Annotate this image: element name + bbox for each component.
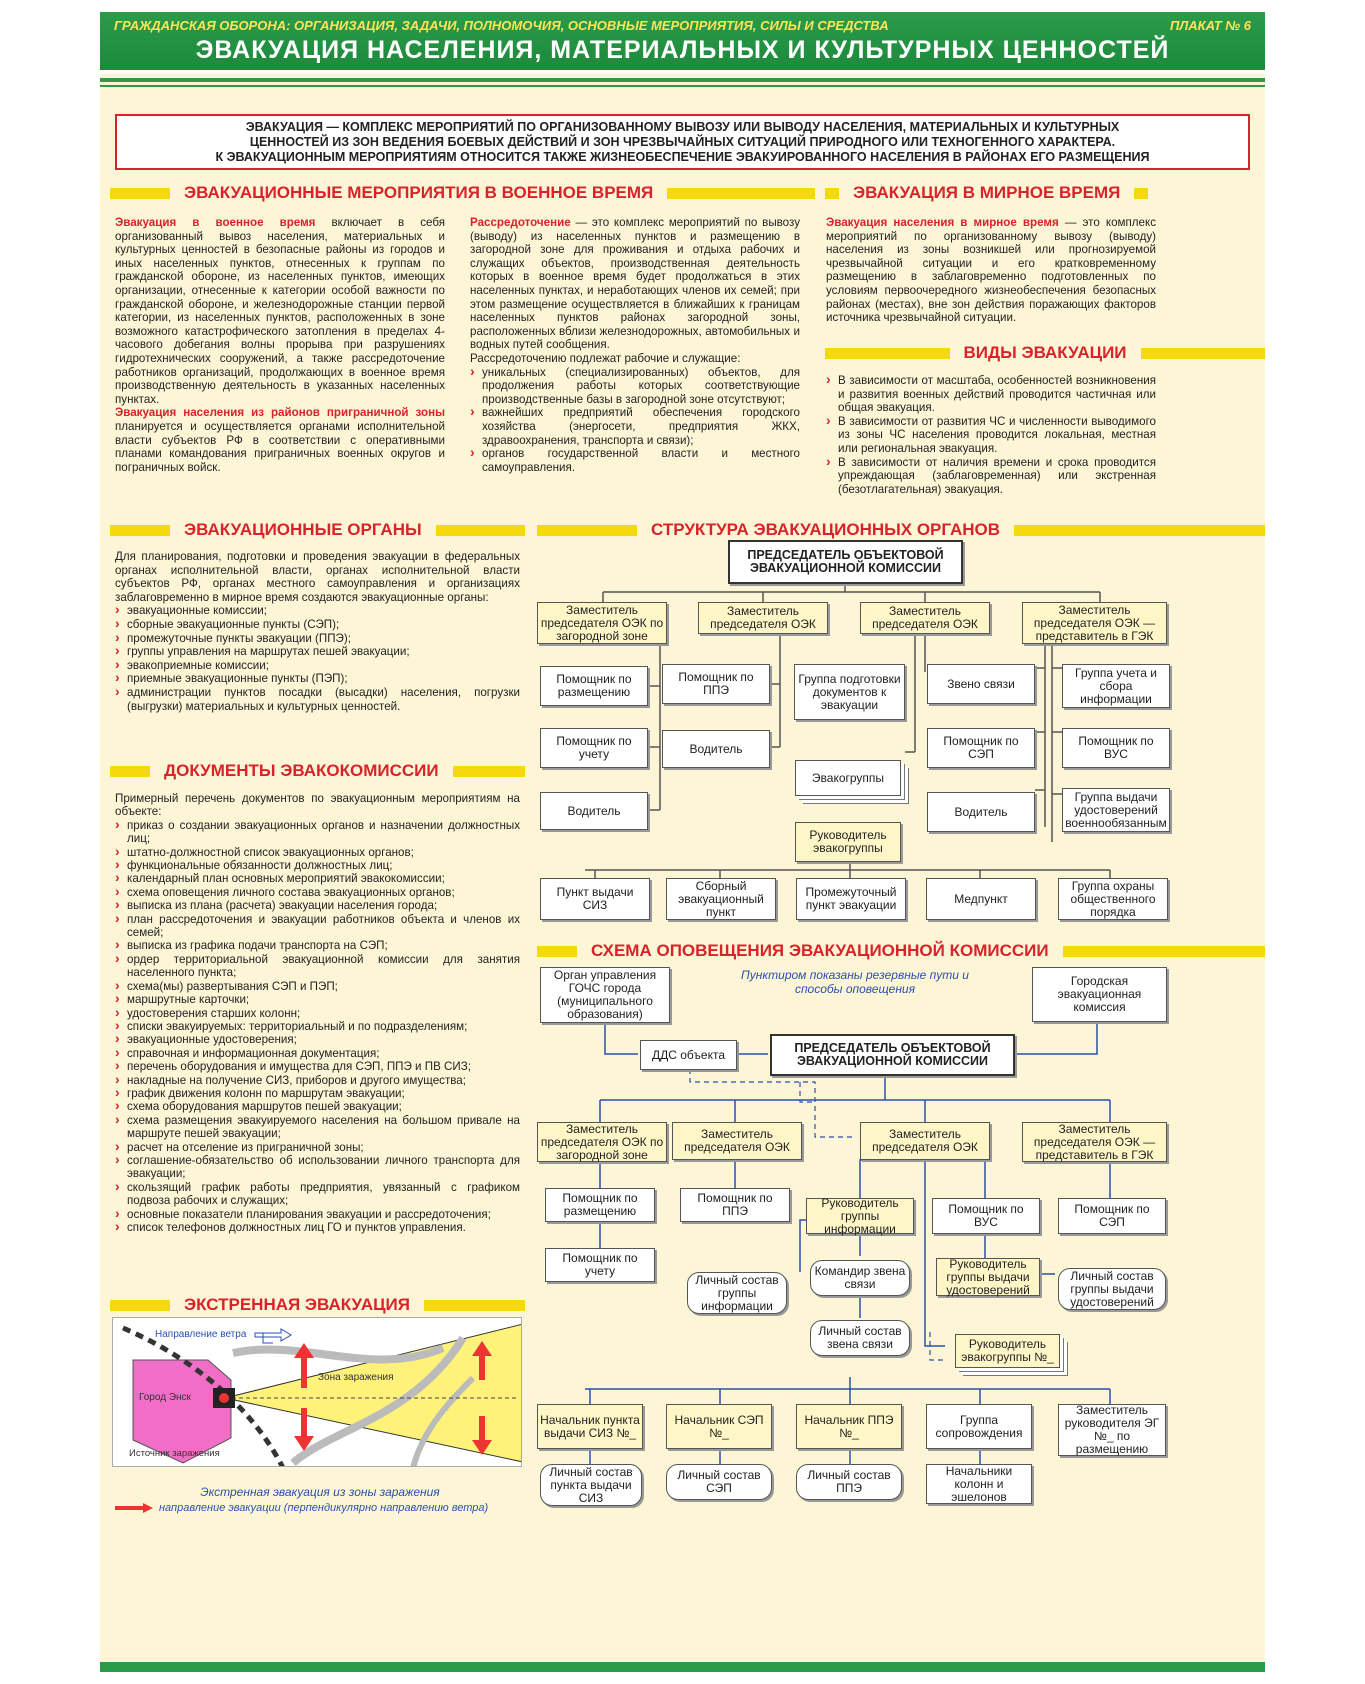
structure-box: Группа выдачи удостоверений военнообязанным (1062, 788, 1170, 832)
structure-deputy: Заместитель председателя ОЭК — представитель в ГЭК (1022, 602, 1167, 644)
structure-box: Помощник по СЭП (927, 728, 1035, 768)
notify-box: Личный состав группы выдачи удостоверений (1058, 1268, 1166, 1310)
list-item: › администрации пунктов посадки (высадки) населения, погрузки (выгрузки) материальных и культурных ценностей. (115, 686, 520, 713)
term-peacetime: Эвакуация населения в мирное время (826, 216, 1059, 229)
text-border-zone: планируется и осуществляется органами исполнительной власти субъектов РФ в соответствии с оперативными планами командования приграничных военных округов и пограничных войск. (115, 419, 445, 474)
structure-deputy: Заместитель председателя ОЭК (860, 602, 990, 634)
list-item: › важнейших предприятий обеспечения городского хозяйства (энергосети, предприятия ЖКХ, здравоохранения, транспорта и связи); (470, 406, 800, 447)
structure-chair: ПРЕДСЕДАТЕЛЬ ОБЪЕКТОВОЙ ЭВАКУАЦИОННОЙ КОМИССИИ (728, 540, 963, 584)
list-item: › В зависимости от масштаба, особенностей возникновения и развития военных действий проводится частичная или общая эвакуация. (826, 374, 1156, 415)
structure-box: Группа охраны общественного порядка (1058, 878, 1168, 920)
emergency-caption: Экстренная эвакуация из зоны заражения (200, 1485, 440, 1499)
notify-box: Личный состав звена связи (810, 1320, 910, 1356)
notify-box: Личный состав пункта выдачи СИЗ (540, 1464, 642, 1506)
text-peacetime: — это комплекс мероприятий по организованному вывозу (выводу) населения из зоны возникшей или прогнозируемой чрезвычайной ситуации и его кратковременному размещению в заблаговременно подготовленных по условиям первоочередного жизнеобеспечения безопасных районах (местах), вне зон действия поражающих факторов источника чрезвычайной ситуации. (826, 216, 1156, 325)
section-heading-emergency: ЭКСТРЕННАЯ ЭВАКУАЦИЯ (110, 1294, 525, 1316)
structure-box: Группа учета и сбора информации (1062, 664, 1170, 708)
legend-text: направление эвакуации (перпендикулярно направлению ветра) (159, 1502, 489, 1514)
section-heading-wartime: ЭВАКУАЦИОННЫЕ МЕРОПРИЯТИЯ В ВОЕННОЕ ВРЕМЯ (110, 182, 815, 204)
structure-box: Медпункт (926, 878, 1036, 920)
notify-box: Личный состав ППЭ (796, 1464, 902, 1500)
list-item: › приказ о создании эвакуационных органов и назначении должностных лиц; (115, 819, 520, 846)
list-item: › промежуточные пункты эвакуации (ППЭ); (115, 632, 520, 646)
list-item: › схема размещения эвакуируемого населения на большом привале на маршруте пешей эвакуации; (115, 1114, 520, 1141)
structure-box: Помощник по ВУС (1062, 728, 1170, 768)
structure-box: Водитель (927, 792, 1035, 832)
term-wartime: Эвакуация в военное время (115, 216, 316, 229)
poster (100, 12, 1265, 1672)
structure-box: Группа подготовки документов к эвакуации (794, 664, 905, 720)
organs-intro: Для планирования, подготовки и проведения эвакуации в федеральных органах исполнительной власти, органах исполнительной власти субъектов РФ, органах местного самоуправления и организациях заблаговременно в мирное время создаются эвакуационные органы: (115, 550, 520, 604)
list-item: › схема(мы) развертывания СЭП и ПЭП; (115, 980, 520, 993)
structure-box: Водитель (540, 792, 648, 830)
section-heading-documents: ДОКУМЕНТЫ ЭВАКОКОМИССИИ (110, 760, 525, 782)
notify-box: Помощник по ВУС (932, 1198, 1040, 1234)
structure-box: Помощник по ППЭ (662, 664, 770, 704)
notify-box: Руководитель группы выдачи удостоверений (936, 1258, 1040, 1296)
list-item: › выписка из плана (расчета) эвакуации населения города; (115, 899, 520, 912)
list-item: › выписка из графика подачи транспорта на СЭП; (115, 939, 520, 952)
list-item: › схема оборудования маршрутов пешей эвакуации; (115, 1100, 520, 1113)
list-item: › план рассредоточения и эвакуации работников объекта и членов их семей; (115, 913, 520, 940)
notify-deputy: Заместитель председателя ОЭК (860, 1122, 990, 1160)
notify-box: Руководитель группы информации (806, 1198, 914, 1234)
wind-label: Направление ветра (155, 1329, 247, 1340)
notify-box: Руководитель эвакогруппы №_ (955, 1334, 1060, 1368)
dispersal-subtitle: Рассредоточению подлежат рабочие и служащие: (470, 351, 741, 365)
list-item: › перечень оборудования и имущества для СЭП, ППЭ и ПВ СИЗ; (115, 1060, 520, 1073)
section-heading-organs: ЭВАКУАЦИОННЫЕ ОРГАНЫ (110, 519, 525, 541)
notify-city-commission: Городская эвакуационная комиссия (1032, 967, 1167, 1022)
poster-number: ПЛАКАТ № 6 (1169, 18, 1251, 33)
structure-box: Сборный эвакуационный пункт (666, 878, 776, 920)
notify-dds: ДДС объекта (640, 1040, 737, 1070)
definition-line: ЭВАКУАЦИЯ — КОМПЛЕКС МЕРОПРИЯТИЙ ПО ОРГАНИЗОВАННОМУ ВЫВОЗУ ИЛИ ВЫВОДУ НАСЕЛЕНИЯ, МАТЕРИАЛЬНЫХ И КУЛЬТУРНЫХ (245, 120, 1120, 134)
term-border-zone: Эвакуация населения из районов приграничной зоны (115, 406, 445, 420)
notify-box: Помощник по СЭП (1058, 1198, 1166, 1234)
list-item: › скользящий график работы предприятия, увязанный с графиком подвоза рабочих и служащих; (115, 1181, 520, 1208)
structure-box: Промежуточный пункт эвакуации (796, 878, 906, 920)
structure-deputy: Заместитель председателя ОЭК (698, 602, 828, 634)
source-label: Источник заражения (129, 1448, 220, 1459)
list-item: › штатно-должностной список эвакуационных органов; (115, 846, 520, 859)
list-item: › органов государственной власти и местного самоуправления. (470, 447, 800, 474)
notify-box: Группа сопровождения (926, 1404, 1032, 1449)
page-title: ЭВАКУАЦИЯ НАСЕЛЕНИЯ, МАТЕРИАЛЬНЫХ И КУЛЬТУРНЫХ ЦЕННОСТЕЙ (195, 36, 1170, 64)
list-item: › эвакоприемные комиссии; (115, 659, 520, 673)
notify-deputy: Заместитель председателя ОЭК (672, 1122, 802, 1160)
notify-gochs: Орган управления ГОЧС города (муниципального образования) (540, 967, 670, 1023)
list-item: › справочная и информационная документация; (115, 1047, 520, 1060)
section-heading-structure: СТРУКТУРА ЭВАКУАЦИОННЫХ ОРГАНОВ (537, 519, 1265, 541)
structure-box: Помощник по учету (540, 728, 648, 768)
notify-box: Заместитель руководителя ЭГ №_ по размещению (1058, 1404, 1166, 1456)
list-item: › маршрутные карточки; (115, 993, 520, 1006)
structure-box: Водитель (662, 730, 770, 768)
structure-box: Руководитель эвакогруппы (795, 822, 901, 862)
list-item: › сборные эвакуационные пункты (СЭП); (115, 618, 520, 632)
notify-box: Личный состав СЭП (666, 1464, 772, 1500)
notify-box: Помощник по ППЭ (680, 1188, 790, 1222)
list-item: › эвакуационные комиссии; (115, 604, 520, 618)
header-subtitle: ГРАЖДАНСКАЯ ОБОРОНА: ОРГАНИЗАЦИЯ, ЗАДАЧИ, ПОЛНОМОЧИЯ, ОСНОВНЫЕ МЕРОПРИЯТИЯ, СИЛЫ И СРЕДСТВА (114, 18, 889, 33)
structure-box: Пункт выдачи СИЗ (540, 878, 650, 920)
zone-label: Зона заражения (318, 1372, 394, 1383)
structure-deputy: Заместитель председателя ОЭК по загородной зоне (537, 602, 667, 644)
list-item: › список телефонов должностных лиц ГО и пунктов управления. (115, 1221, 520, 1234)
dashed-lines-note: Пунктиром показаны резервные пути и способы оповещения (741, 968, 969, 996)
section-heading-peacetime: ЭВАКУАЦИЯ В МИРНОЕ ВРЕМЯ (825, 182, 1265, 204)
text-dispersal: — это комплекс мероприятий по вывозу (выводу) из населенных пунктов и размещению в загородной зоне для проживания и отдыха рабочих и служащих объектов, производственная деятельность которых в военное время будет продолжаться в этих населенных пунктах, и неработающих членов их семей; при этом размещение осуществляется в ближайших к границам населенных пунктов районах загородной зоны, расположенных вблизи железнодорожных, автомобильных и водных путей сообщения. (470, 216, 800, 352)
list-item: › накладные на получение СИЗ, приборов и другого имущества; (115, 1074, 520, 1087)
structure-box: Помощник по размещению (540, 666, 648, 706)
notify-box: Начальник ППЭ №_ (796, 1404, 902, 1449)
list-item: › приемные эвакуационные пункты (ПЭП); (115, 672, 520, 686)
section-heading-types: ВИДЫ ЭВАКУАЦИИ (825, 342, 1265, 364)
definition-line: К ЭВАКУАЦИОННЫМ МЕРОПРИЯТИЯМ ОТНОСИТСЯ ТАКЖЕ ЖИЗНЕОБЕСПЕЧЕНИЕ ЭВАКУИРОВАННОГО НАСЕЛЕНИЯ В РАЙОНАХ ЕГО РАЗМЕЩЕНИЯ (215, 150, 1150, 164)
notify-chair: ПРЕДСЕДАТЕЛЬ ОБЪЕКТОВОЙ ЭВАКУАЦИОННОЙ КОМИССИИ (770, 1034, 1015, 1076)
notify-box: Начальник СЭП №_ (666, 1404, 772, 1449)
list-item: › основные показатели планирования эвакуации и рассредоточения; (115, 1208, 520, 1221)
list-item: › график движения колонн по маршрутам эвакуации; (115, 1087, 520, 1100)
notify-box: Помощник по размещению (545, 1188, 655, 1222)
notify-box: Командир звена связи (810, 1260, 910, 1296)
term-dispersal: Рассредоточение (470, 216, 571, 229)
list-item: › ордер территориальной эвакуационной комиссии для занятия населенного пункта; (115, 953, 520, 980)
list-item: › В зависимости от наличия времени и срока проводится упреждающая (заблаговременная) или экстренная (безотлагательная) эвакуация. (826, 456, 1156, 497)
notify-box: Личный состав группы информации (687, 1272, 787, 1314)
structure-box: Звено связи (927, 664, 1035, 704)
structure-box: Эвакогруппы (795, 760, 901, 796)
list-item: › календарный план основных мероприятий эвакокомиссии; (115, 872, 520, 885)
list-item: › схема оповещения личного состава эвакуационных органов; (115, 886, 520, 899)
list-item: › удостоверения старших колонн; (115, 1007, 520, 1020)
list-item: › группы управления на маршрутах пешей эвакуации; (115, 645, 520, 659)
notify-box: Начальник пункта выдачи СИЗ №_ (537, 1404, 643, 1449)
documents-intro: Примерный перечень документов по эвакуационным мероприятиям на объекте: (115, 792, 520, 819)
footer-stripe (100, 1662, 1265, 1672)
text-wartime: включает в себя организованный вывоз населения, материальных и культурных ценностей в безопасные районы из городов и иных населенных пунктов, отнесенных к группам по гражданской обороне, из населенных пунктов, имеющих организации, отнесенные к категории особой важности по гражданской обороне, и железнодорожные станции первой категории, из населенных пунктов, расположенных в зоне возможного катастрофического затопления в пределах 4-часового добегания волны прорыва при разрушениях гидротехнических сооружений, а также рассредоточение работников организаций, продолжающих в военное время производственную деятельность в указанных населенных пунктах. (115, 216, 445, 406)
list-item: › расчет на отселение из приграничной зоны; (115, 1141, 520, 1154)
notify-deputy: Заместитель председателя ОЭК по загородной зоне (537, 1122, 667, 1162)
definition-line: ЦЕННОСТЕЙ ИЗ ЗОН ВЕДЕНИЯ БОЕВЫХ ДЕЙСТВИЙ И ЗОН ЧРЕЗВЫЧАЙНЫХ СИТУАЦИЙ ПРИРОДНОГО ИЛИ ТЕХНОГЕННОГО ХАРАКТЕРА. (249, 135, 1116, 149)
notify-deputy: Заместитель председателя ОЭК — представитель в ГЭК (1022, 1122, 1167, 1162)
list-item: › списки эвакуируемых: территориальный и по подразделениям; (115, 1020, 520, 1033)
list-item: › функциональные обязанности должностных лиц; (115, 859, 520, 872)
list-item: › эвакуационные удостоверения; (115, 1033, 520, 1046)
section-heading-notification: СХЕМА ОПОВЕЩЕНИЯ ЭВАКУАЦИОННОЙ КОМИССИИ (537, 940, 1265, 962)
notify-box: Начальники колонн и эшелонов (926, 1464, 1032, 1504)
notify-box: Помощник по учету (545, 1248, 655, 1282)
list-item: › соглашение-обязательство об использовании личного транспорта для эвакуации; (115, 1154, 520, 1181)
list-item: › В зависимости от развития ЧС и численности выводимого из зоны ЧС населения проводится локальная, местная или региональная эвакуация. (826, 415, 1156, 456)
city-label: Город Энск (139, 1392, 191, 1403)
list-item: › уникальных (специализированных) объектов, для продолжения работы которых соответствующие производственные базы в загородной зоне отсутствуют; (470, 366, 800, 407)
